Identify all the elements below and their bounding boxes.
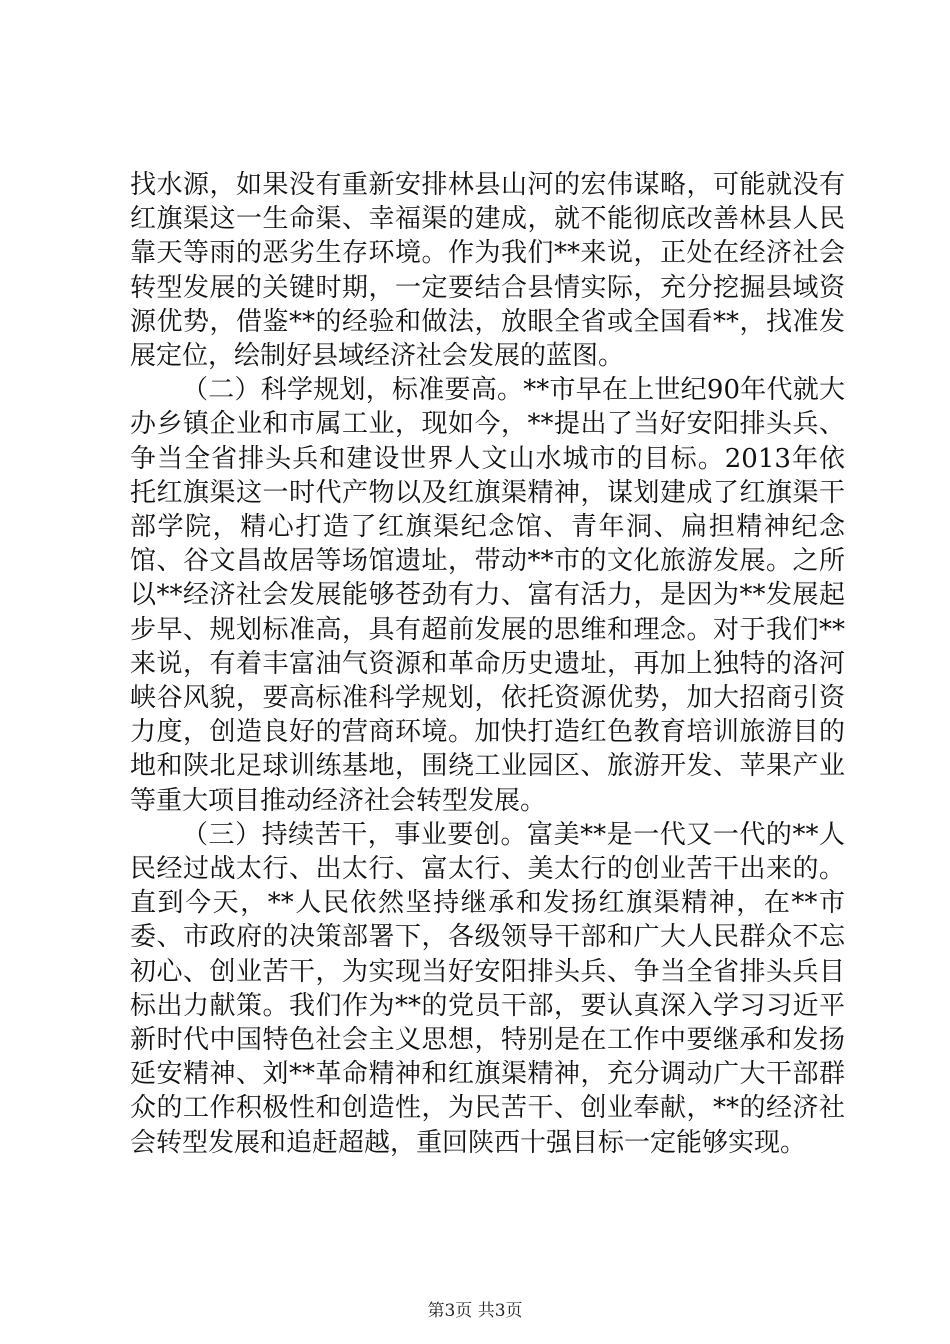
document-body	[130, 168, 845, 1160]
paragraph-continuation: 找水源，如果没有重新安排林县山河的宏伟谋略，可能就没有红旗渠这一生命渠、幸福渠的建成，就不能彻底改善林县人民靠天等雨的恶劣生存环境。作为我们**来说，正处在经济社会转型发展的关键时期，一定要结合县情实际，充分挖掘县域资源优势，借鉴**的经验和做法，放眼全省或全国看**，找准发展定位，绘制好县域经济社会发展的蓝图。	[130, 170, 845, 372]
paragraph-section-three: （三）持续苦干，事业要创。富美**是一代又一代的**人民经过战太行、出太行、富太行、美太行的创业苦干出来的。直到今天，**人民依然坚持继承和发扬红旗渠精神，在**市委、市政府的决策部署下，各级领导干部和广大人民群众不忘初心、创业苦干，为实现当好安阳排头兵、争当全省排头兵目标出力献策。我们作为**的党员干部，要认真深入学习习近平新时代中国特色社会主义思想，特别是在工作中要继承和发扬延安精神、刘**革命精神和红旗渠精神，充分调动广大干部群众的工作积极性和创造性，为民苦干、创业奉献，**的经济社会转型发展和追赶超越，重回陕西十强目标一定能够实现。	[130, 819, 845, 1158]
page-footer: 第3页 共3页	[427, 1301, 523, 1321]
paragraph-section-two: （二）科学规划，标准要高。**市早在上世纪90年代就大办乡镇企业和市属工业，现如今，**提出了当好安阳排头兵、争当全省排头兵和建设世界人文山水城市的目标。2013年依托红旗渠这一时代产物以及红旗渠精神，谋划建成了红旗渠干部学院，精心打造了红旗渠纪念馆、青年洞、扁担精神纪念馆、谷文昌故居等场馆遗址，带动**市的文化旅游发展。之所以**经济社会发展能够苍劲有力、富有活力，是因为**发展起步早、规划标准高，具有超前发展的思维和理念。对于我们**来说，有着丰富油气资源和革命历史遗址，再加上独特的洛河峡谷风貌，要高标准科学规划，依托资源优势，加大招商引资力度，创造良好的营商环境。加快打造红色教育培训旅游目的地和陕北足球训练基地，围绕工业园区、旅游开发、苹果产业等重大项目推动经济社会转型发展。	[130, 375, 845, 816]
